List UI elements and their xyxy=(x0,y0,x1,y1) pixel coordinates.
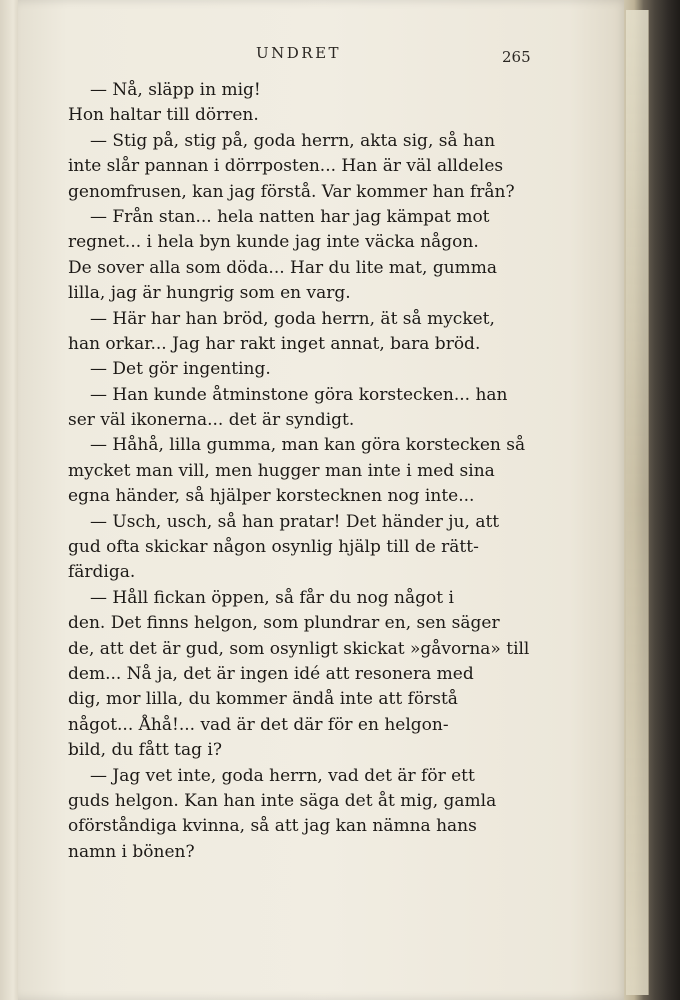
body-text xyxy=(68,78,530,865)
text-line: — Usch, usch, så han pratar! Det händer ju, att xyxy=(90,511,500,532)
text-line: — Här har han bröd, goda herrn, ät så mycket, xyxy=(90,308,495,329)
text-line: lilla, jag är hungrig som en varg. xyxy=(68,283,351,304)
text-line: guds helgon. Kan han inte säga det åt mig, gamla xyxy=(68,790,497,811)
text-line: Hon haltar till dörren. xyxy=(68,105,259,126)
text-line: inte slår pannan i dörrposten... Han är väl alldeles xyxy=(68,156,504,177)
text-line: ser väl ikonerna... det är syndigt. xyxy=(68,410,355,431)
text-line: — Jag vet inte, goda herrn, vad det är för ett xyxy=(90,765,475,786)
text-line: han orkar... Jag har rakt inget annat, bara bröd. xyxy=(68,333,481,354)
text-line: — Han kunde åtminstone göra korstecken... han xyxy=(90,384,508,405)
text-line: De sover alla som döda... Har du lite mat, gumma xyxy=(68,257,498,278)
text-line: — Håhå, lilla gumma, man kan göra korstecken så xyxy=(90,435,526,456)
text-line: något... Åhå!... vad är det där för en helgon- xyxy=(68,714,449,735)
page-number: 265 xyxy=(502,48,531,66)
text-line: gud ofta skickar någon osynlig hjälp till de rätt- xyxy=(68,537,479,558)
text-line: genomfrusen, kan jag förstå. Var kommer han från? xyxy=(68,181,515,202)
text-line: — Håll fickan öppen, så får du nog något i xyxy=(90,587,454,608)
page-header xyxy=(18,44,630,68)
text-line: den. Det finns helgon, som plundrar en, sen säger xyxy=(68,613,500,634)
text-line: — Från stan... hela natten har jag kämpat mot xyxy=(90,206,490,227)
running-head: UNDRET xyxy=(256,44,342,62)
binding-tape xyxy=(626,10,649,995)
text-line: dem... Nå ja, det är ingen idé att resonera med xyxy=(68,663,474,684)
text-line: de, att det är gud, som osynligt skickat »gåvorna» till xyxy=(68,638,530,659)
text-line: regnet... i hela byn kunde jag inte väcka någon. xyxy=(68,232,479,253)
text-line: — Det gör ingenting. xyxy=(90,359,271,380)
text-line: — Stig på, stig på, goda herrn, akta sig, så han xyxy=(90,130,496,151)
text-line: egna händer, så hjälper korstecknen nog inte... xyxy=(68,486,475,507)
text-line: namn i bönen? xyxy=(68,841,195,862)
text-line: färdiga. xyxy=(68,562,136,583)
text-line: dig, mor lilla, du kommer ändå inte att förstå xyxy=(68,689,458,710)
text-line: mycket man vill, men hugger man inte i med sina xyxy=(68,460,495,481)
text-line: bild, du fått tag i? xyxy=(68,740,222,761)
text-line: oförståndiga kvinna, så att jag kan nämna hans xyxy=(68,816,477,837)
text-line: — Nå, släpp in mig! xyxy=(90,80,261,100)
